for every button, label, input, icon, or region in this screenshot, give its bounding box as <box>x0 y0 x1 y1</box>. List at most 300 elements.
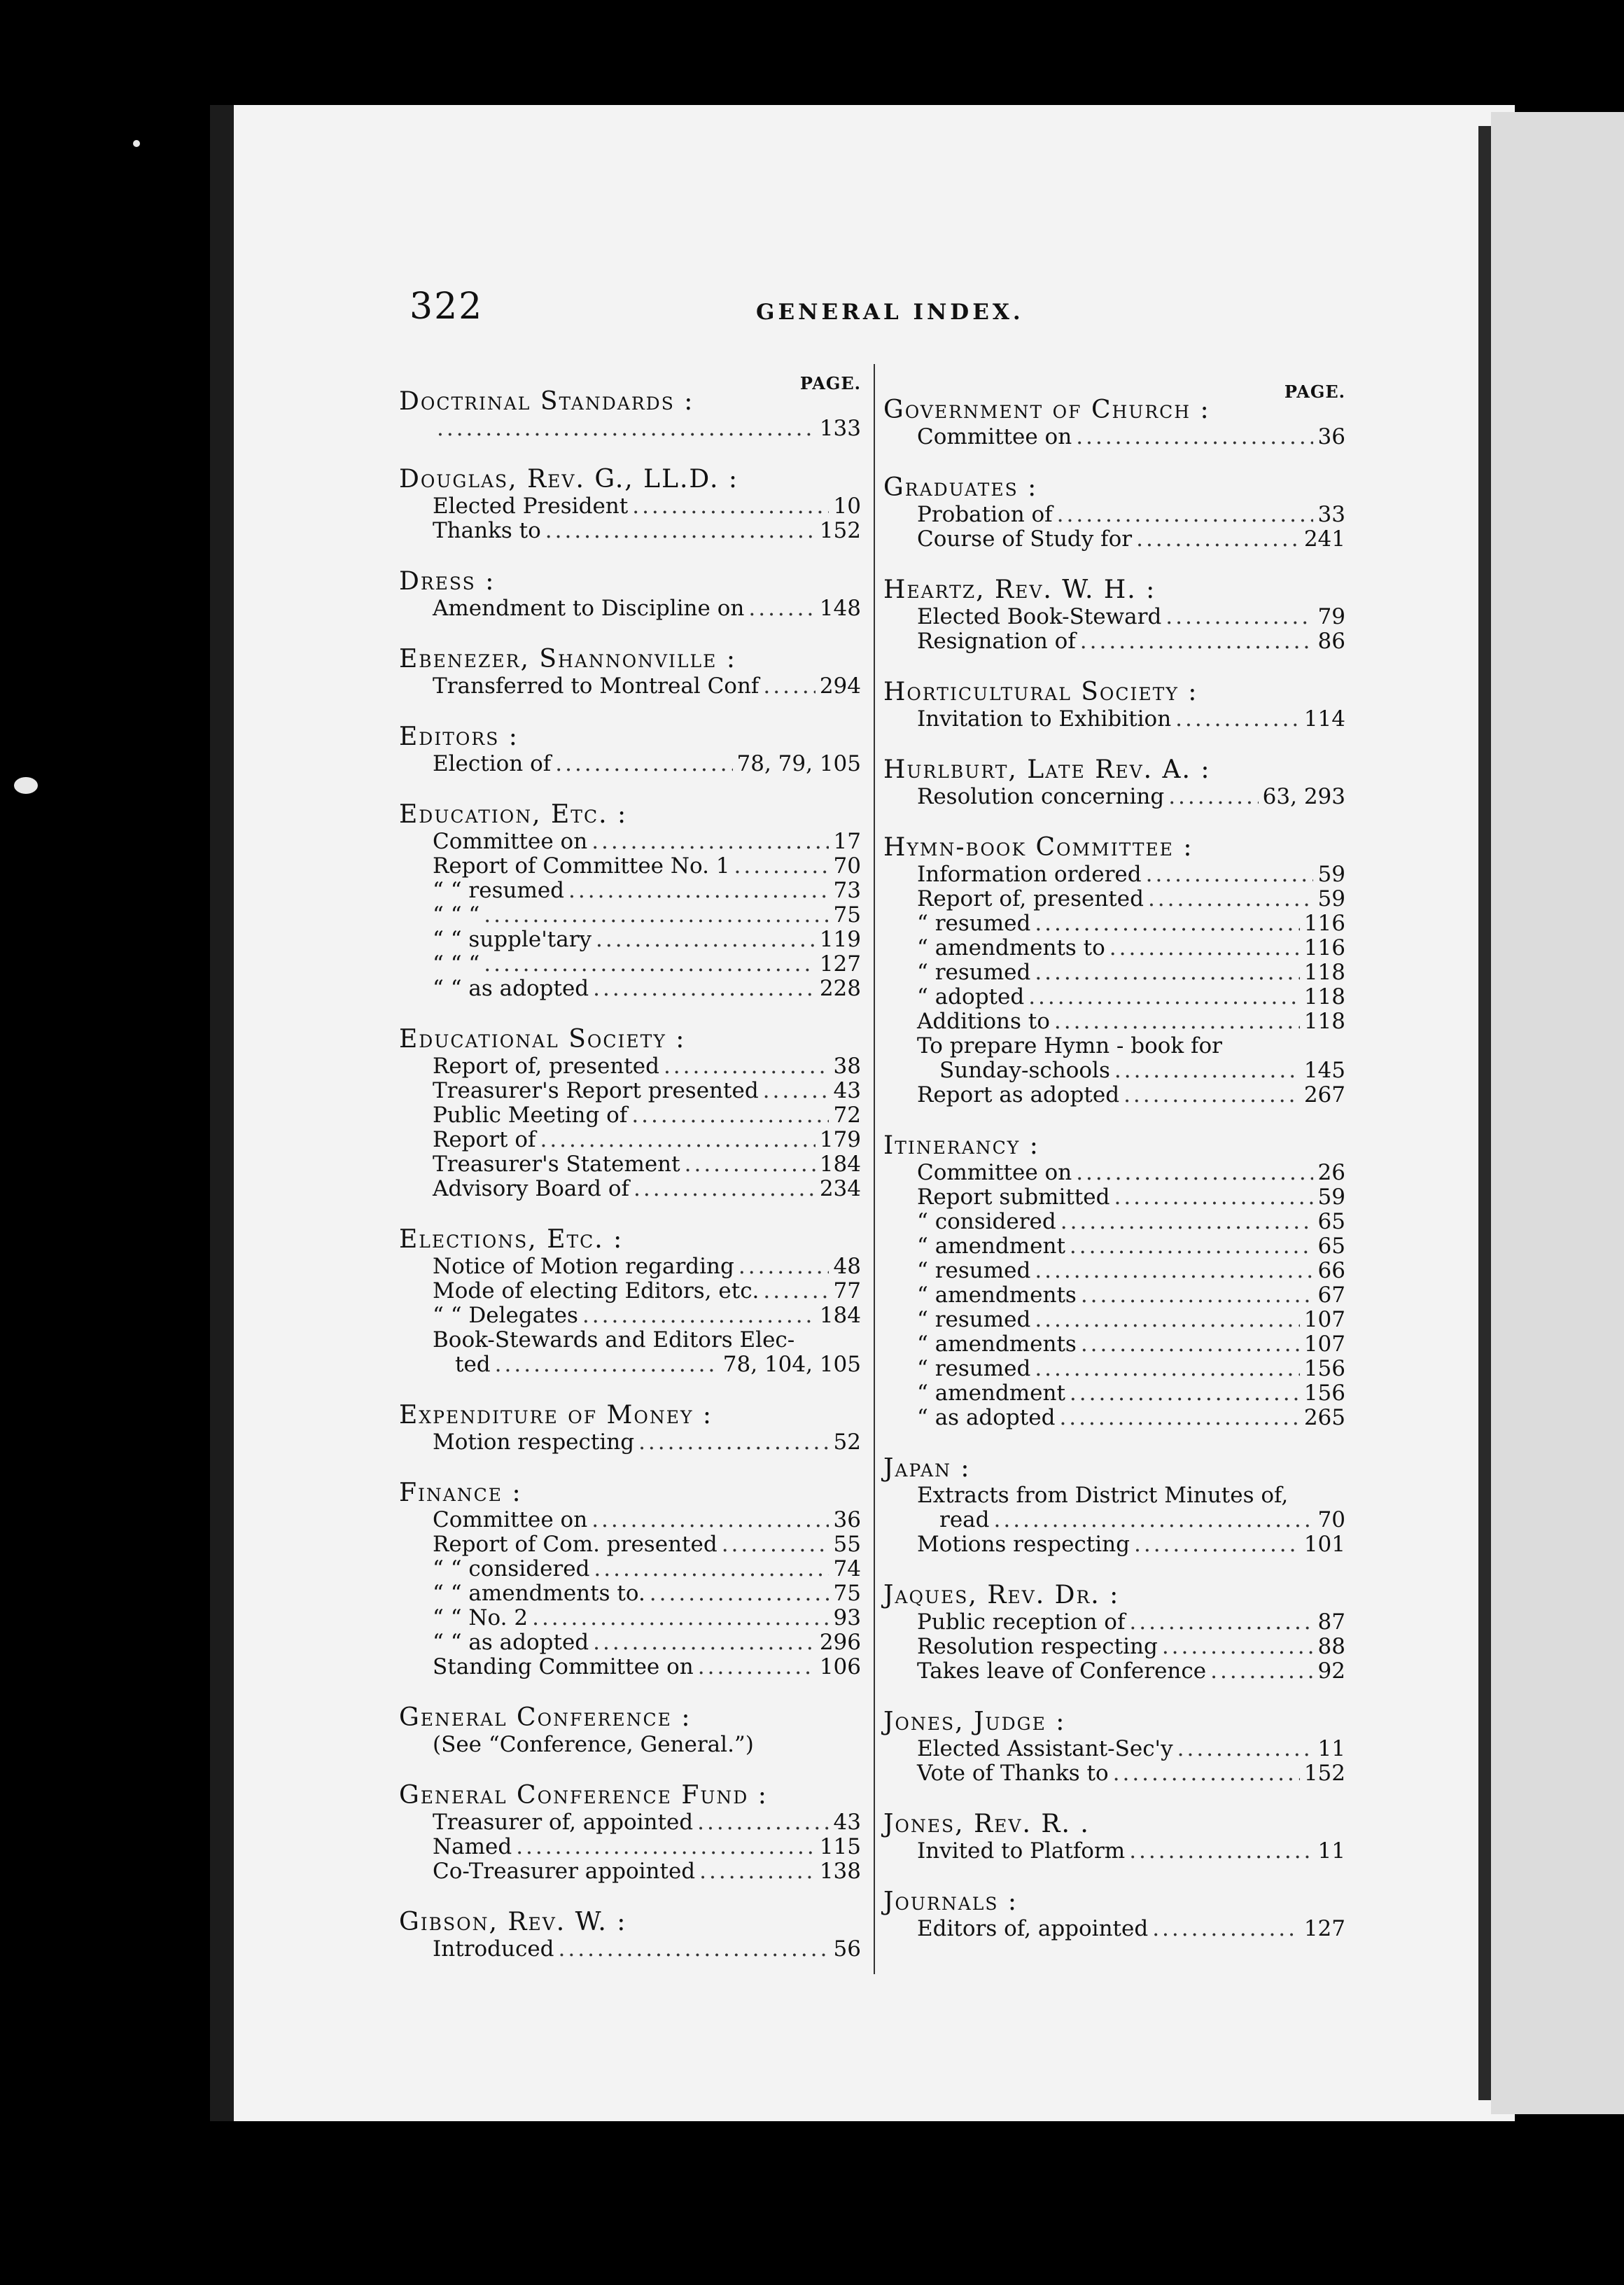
subentry-label: Committee on <box>433 829 588 854</box>
dot-leader <box>592 830 829 854</box>
page-reference: 184 <box>819 1152 861 1177</box>
page-reference: 93 <box>833 1605 861 1630</box>
film-speck <box>14 777 38 794</box>
facing-page-edge <box>1491 112 1624 2114</box>
index-subentry <box>883 1308 1345 1332</box>
page-reference: 116 <box>1303 911 1345 936</box>
dot-leader <box>532 1606 829 1630</box>
page-reference: 55 <box>833 1532 861 1557</box>
subentry-label: “ as adopted <box>917 1405 1056 1430</box>
index-entry <box>399 1225 861 1377</box>
dot-leader <box>559 1937 829 1962</box>
entry-heading: General Conference Fund : <box>399 1781 768 1810</box>
subentry-label: “ resumed <box>917 1258 1031 1283</box>
page-reference: 156 <box>1303 1356 1345 1381</box>
page-reference: 65 <box>1317 1234 1345 1259</box>
page-reference: 63, 293 <box>1262 784 1345 809</box>
dot-leader <box>1136 527 1300 552</box>
dot-leader <box>1113 1761 1300 1786</box>
index-entry <box>399 1908 861 1962</box>
subentry-label: Book-Stewards and Editors Elec- <box>433 1327 795 1353</box>
running-head: GENERAL INDEX. <box>756 300 1024 325</box>
subentry-label: “ “ “ <box>433 902 480 928</box>
index-entry <box>883 1707 1345 1786</box>
page-reference: 59 <box>1317 862 1345 887</box>
dot-leader <box>1129 1839 1313 1864</box>
index-subentry <box>399 1557 861 1581</box>
page-reference: 11 <box>1317 1838 1345 1864</box>
page-reference: 67 <box>1317 1283 1345 1308</box>
index-subentry <box>883 1259 1345 1283</box>
index-subentry <box>883 629 1345 654</box>
index-subentry <box>883 985 1345 1009</box>
entry-heading: Doctrinal Standards : <box>399 387 694 416</box>
index-subentry <box>883 1508 1345 1532</box>
subentry-label: Report of Com. presented <box>433 1532 718 1557</box>
page-reference: 118 <box>1303 960 1345 985</box>
page-reference: 127 <box>1303 1916 1345 1941</box>
page-reference: 184 <box>819 1303 861 1328</box>
index-subentry <box>399 1279 861 1304</box>
index-subentry <box>883 1161 1345 1185</box>
subentry-label: “ “ supple'tary <box>433 927 592 952</box>
index-entry <box>399 465 861 543</box>
index-subentry <box>883 1659 1345 1684</box>
subentry-label: To prepare Hymn - book for <box>917 1033 1222 1058</box>
dot-leader <box>1134 1532 1300 1557</box>
dot-leader <box>1148 887 1313 911</box>
index-subentry <box>399 1532 861 1557</box>
index-subentry <box>883 1283 1345 1308</box>
page-reference: 234 <box>819 1176 861 1201</box>
dot-leader <box>568 879 829 903</box>
index-entry <box>399 567 861 621</box>
index-subentry <box>883 707 1345 732</box>
index-subentry <box>399 1508 861 1532</box>
index-subentry <box>399 928 861 952</box>
page-reference: 75 <box>833 902 861 928</box>
index-entry <box>399 800 861 1001</box>
index-entry <box>883 1887 1345 1941</box>
entry-heading: Gibson, Rev. W. : <box>399 1908 627 1936</box>
index-subentry <box>883 1210 1345 1234</box>
subentry-label: “ adopted <box>917 984 1025 1009</box>
page-reference: 88 <box>1317 1634 1345 1659</box>
index-subentry <box>399 1937 861 1962</box>
subentry-label: ted <box>455 1352 491 1377</box>
subentry-label: “ amendments <box>917 1332 1077 1357</box>
page-reference: 70 <box>833 853 861 879</box>
page-reference: 48 <box>833 1254 861 1279</box>
page-reference: 118 <box>1303 984 1345 1009</box>
entry-heading: Education, Etc. : <box>399 800 628 829</box>
index-subentry <box>883 1058 1345 1083</box>
subentry-label: Additions to <box>917 1009 1050 1034</box>
dot-leader <box>699 1859 816 1884</box>
index-subentry <box>399 1304 861 1328</box>
index-subentry <box>883 1234 1345 1259</box>
dot-leader <box>1060 1210 1313 1234</box>
dot-leader <box>1162 1635 1313 1659</box>
subentry-label: Extracts from District Minutes of, <box>917 1483 1289 1508</box>
page-gutter-shadow <box>1478 126 1491 2100</box>
page-reference: 119 <box>819 927 861 952</box>
entry-heading: Douglas, Rev. G., LL.D. : <box>399 465 739 494</box>
page-reference: 296 <box>819 1630 861 1655</box>
subentry-label: Treasurer of, appointed <box>433 1810 694 1835</box>
subentry-label: Sunday-schools <box>939 1058 1110 1083</box>
dot-leader <box>1028 985 1300 1009</box>
index-subentry <box>399 1430 861 1455</box>
subentry-label: Elected Book-Steward <box>917 604 1162 629</box>
dot-leader <box>1129 1610 1313 1635</box>
dot-leader <box>1035 911 1300 936</box>
dot-leader <box>1035 960 1300 985</box>
index-subentry <box>399 1328 861 1353</box>
index-entry <box>883 833 1345 1107</box>
index-subentry <box>883 1034 1345 1058</box>
index-entry <box>883 575 1345 654</box>
dot-leader <box>763 1279 829 1304</box>
index-subentry <box>883 911 1345 936</box>
index-subentry <box>399 1630 861 1655</box>
dot-leader <box>748 596 815 621</box>
dot-leader <box>1076 425 1313 449</box>
subentry-label: Committee on <box>917 424 1072 449</box>
entry-heading: Horticultural Society : <box>883 678 1198 706</box>
page-reference: 116 <box>1303 935 1345 960</box>
dot-leader <box>594 1557 829 1581</box>
film-speck <box>133 140 140 147</box>
index-subentry <box>399 1079 861 1103</box>
index-column-right <box>883 379 1345 1965</box>
subentry-label: Standing Committee on <box>433 1654 694 1679</box>
subentry-label: Report of, presented <box>433 1054 659 1079</box>
index-subentry <box>883 1083 1345 1107</box>
dot-leader <box>1175 707 1300 732</box>
page-reference: 43 <box>833 1810 861 1835</box>
index-entry <box>399 1703 861 1757</box>
subentry-label: Thanks to <box>433 518 541 543</box>
subentry-label: Information ordered <box>917 862 1142 887</box>
dot-leader <box>596 928 816 952</box>
index-subentry <box>883 527 1345 552</box>
index-subentry <box>883 1635 1345 1659</box>
dot-leader <box>664 1054 829 1079</box>
subentry-label: “ amendments to <box>917 935 1105 960</box>
page-reference: 43 <box>833 1078 861 1103</box>
dot-leader <box>697 1810 829 1835</box>
page-reference: 78, 104, 105 <box>722 1352 861 1377</box>
index-entry <box>399 1025 861 1201</box>
entry-heading: Hurlburt, Late Rev. A. : <box>883 755 1211 784</box>
subentry-label: Report as adopted <box>917 1082 1120 1107</box>
dot-leader <box>994 1508 1314 1532</box>
index-entry <box>883 1454 1345 1557</box>
page-reference: 152 <box>1303 1761 1345 1786</box>
subentry-label: Report of <box>433 1127 536 1152</box>
subentry-label: Invitation to Exhibition <box>917 706 1172 732</box>
index-subentry <box>399 494 861 519</box>
subentry-label: “ amendments <box>917 1283 1077 1308</box>
subentry-label: “ resumed <box>917 911 1031 936</box>
dot-leader <box>1168 785 1258 809</box>
dot-leader <box>1114 1185 1313 1210</box>
page-reference: 106 <box>819 1654 861 1679</box>
index-subentry <box>883 1381 1345 1406</box>
subentry-label: Resolution respecting <box>917 1634 1158 1659</box>
index-subentry <box>883 1610 1345 1635</box>
subentry-label: (See “Conference, General.”) <box>433 1732 754 1757</box>
page-reference: 92 <box>1317 1658 1345 1684</box>
page-reference: 72 <box>833 1103 861 1128</box>
subentry-label: “ “ as adopted <box>433 976 589 1001</box>
subentry-label: Introduced <box>433 1936 554 1962</box>
page-reference: 133 <box>819 416 861 441</box>
subentry-label: Motions respecting <box>917 1532 1130 1557</box>
page-reference: 115 <box>819 1834 861 1859</box>
index-subentry <box>883 960 1345 985</box>
index-subentry <box>883 1357 1345 1381</box>
dot-leader <box>1070 1381 1300 1406</box>
subentry-label: “ amendment <box>917 1381 1065 1406</box>
dot-leader <box>1177 1737 1313 1761</box>
page-reference: 179 <box>819 1127 861 1152</box>
subentry-label: “ amendment <box>917 1234 1065 1259</box>
subentry-label: Motion respecting <box>433 1430 635 1455</box>
subentry-label: Probation of <box>917 502 1053 527</box>
index-entry <box>883 473 1345 552</box>
subentry-label: Committee on <box>433 1507 588 1532</box>
dot-leader <box>555 752 732 776</box>
page-reference: 118 <box>1303 1009 1345 1034</box>
entry-heading: Editors : <box>399 722 519 751</box>
page-reference: 52 <box>833 1430 861 1455</box>
page-reference: 77 <box>833 1278 861 1304</box>
dot-leader <box>631 1103 829 1128</box>
index-subentry <box>399 952 861 977</box>
dot-leader <box>1080 629 1313 654</box>
page-reference: 138 <box>819 1859 861 1884</box>
index-entry <box>883 1810 1345 1864</box>
dot-leader <box>638 1430 829 1455</box>
index-entry <box>883 678 1345 732</box>
dot-leader <box>540 1128 815 1152</box>
dot-leader <box>1210 1659 1313 1684</box>
index-entry <box>883 396 1345 449</box>
subentry-label: read <box>939 1507 990 1532</box>
entry-heading: Itinerancy : <box>883 1131 1040 1160</box>
page-reference: 78, 79, 105 <box>736 751 861 776</box>
dot-leader <box>632 494 829 519</box>
page-reference: 152 <box>819 518 861 543</box>
index-subentry <box>399 1177 861 1201</box>
index-subentry <box>399 1255 861 1279</box>
dot-leader <box>593 977 816 1001</box>
index-subentry <box>399 1353 861 1377</box>
entry-heading: Hymn-book Committee : <box>883 833 1194 862</box>
index-subentry <box>399 1103 861 1128</box>
index-subentry <box>883 1332 1345 1357</box>
page-reference: 127 <box>819 951 861 977</box>
index-subentry <box>399 1835 861 1859</box>
entry-heading: Ebenezer, Shannonville : <box>399 645 736 673</box>
dot-leader <box>734 854 829 879</box>
dot-leader <box>1081 1283 1313 1308</box>
index-subentry <box>399 1810 861 1835</box>
page-reference: 70 <box>1317 1507 1345 1532</box>
page-reference: 107 <box>1303 1332 1345 1357</box>
index-subentry <box>399 596 861 621</box>
subentry-label: Takes leave of Conference <box>917 1658 1207 1684</box>
dot-leader <box>484 903 829 928</box>
index-subentry <box>883 425 1345 449</box>
subentry-label: Resignation of <box>917 629 1076 654</box>
page-reference: 241 <box>1303 526 1345 552</box>
subentry-label: Resolution concerning <box>917 784 1165 809</box>
subentry-label: Report of, presented <box>917 886 1144 911</box>
index-entry <box>399 722 861 776</box>
dot-leader <box>1114 1058 1300 1083</box>
index-entry <box>883 755 1345 809</box>
entry-heading: Jones, Rev. R. . <box>883 1810 1090 1838</box>
dot-leader <box>582 1304 816 1328</box>
dot-leader <box>722 1532 829 1557</box>
page-reference: 114 <box>1303 706 1345 732</box>
index-subentry <box>399 752 861 776</box>
page-reference: 73 <box>833 878 861 903</box>
page-reference: 145 <box>1303 1058 1345 1083</box>
entry-heading: Educational Society : <box>399 1025 686 1054</box>
index-subentry <box>883 1917 1345 1941</box>
subentry-label: “ resumed <box>917 960 1031 985</box>
dot-leader <box>1054 1009 1300 1034</box>
index-subentry <box>883 785 1345 809</box>
page-reference: 265 <box>1303 1405 1345 1430</box>
index-subentry <box>399 1054 861 1079</box>
index-subentry <box>399 1733 861 1757</box>
dot-leader <box>1124 1083 1300 1107</box>
dot-leader <box>592 1508 829 1532</box>
entry-heading: Dress : <box>399 567 496 596</box>
dot-leader <box>437 417 816 441</box>
page-reference: 75 <box>833 1581 861 1606</box>
page-reference: 101 <box>1303 1532 1345 1557</box>
subentry-label: Vote of Thanks to <box>917 1761 1109 1786</box>
page-reference: 86 <box>1317 629 1345 654</box>
page-number: 322 <box>410 286 484 328</box>
page-reference: 87 <box>1317 1609 1345 1635</box>
subentry-label: Mode of electing Editors, etc. <box>433 1278 760 1304</box>
subentry-label: “ “ Delegates <box>433 1303 578 1328</box>
page-reference: 59 <box>1317 886 1345 911</box>
subentry-label: “ “ resumed <box>433 878 565 903</box>
page-reference: 107 <box>1303 1307 1345 1332</box>
subentry-label: Amendment to Discipline on <box>433 596 745 621</box>
dot-leader <box>634 1177 816 1201</box>
subentry-label: Transferred to Montreal Conf <box>433 673 760 699</box>
page-reference: 66 <box>1317 1258 1345 1283</box>
dot-leader <box>516 1835 816 1859</box>
entry-heading: Heartz, Rev. W. H. : <box>883 575 1156 604</box>
entry-heading: Expenditure of Money : <box>399 1401 713 1430</box>
subentry-label: Election of <box>433 751 552 776</box>
index-subentry <box>883 503 1345 527</box>
subentry-label: “ resumed <box>917 1356 1031 1381</box>
entry-heading: Elections, Etc. : <box>399 1225 624 1254</box>
column-divider <box>874 364 875 1974</box>
page-reference: 11 <box>1317 1736 1345 1761</box>
index-subentry <box>883 1532 1345 1557</box>
dot-leader <box>1076 1161 1313 1185</box>
subentry-label: Advisory Board of <box>433 1176 629 1201</box>
page-reference: 59 <box>1317 1185 1345 1210</box>
index-entry <box>399 387 861 441</box>
index-entry <box>883 1581 1345 1684</box>
page-reference: 74 <box>833 1556 861 1581</box>
index-entry <box>883 1131 1345 1430</box>
page-reference: 267 <box>1303 1082 1345 1107</box>
subentry-label: Elected President <box>433 494 629 519</box>
dot-leader <box>685 1152 816 1177</box>
subentry-label: Public reception of <box>917 1609 1126 1635</box>
page-reference: 10 <box>833 494 861 519</box>
page-reference: 36 <box>833 1507 861 1532</box>
page-reference: 148 <box>819 596 861 621</box>
page-reference: 38 <box>833 1054 861 1079</box>
subentry-label: Report of Committee No. 1 <box>433 853 730 879</box>
page-reference: 294 <box>819 673 861 699</box>
index-subentry <box>883 936 1345 960</box>
index-subentry <box>883 1839 1345 1864</box>
dot-leader <box>1035 1308 1300 1332</box>
dot-leader <box>1166 605 1313 629</box>
dot-leader <box>1035 1259 1313 1283</box>
index-subentry <box>883 605 1345 629</box>
index-subentry <box>399 1152 861 1177</box>
dot-leader <box>738 1255 829 1279</box>
index-subentry <box>399 1128 861 1152</box>
index-subentry <box>399 1655 861 1679</box>
subentry-label: “ “ amendments to. <box>433 1581 645 1606</box>
index-subentry <box>399 977 861 1001</box>
page-reference: 156 <box>1303 1381 1345 1406</box>
dot-leader <box>1057 503 1313 527</box>
index-subentry <box>399 830 861 854</box>
index-entry <box>399 1781 861 1884</box>
page-reference: 33 <box>1317 502 1345 527</box>
subentry-label: “ “ No. 2 <box>433 1605 528 1630</box>
page-reference: 228 <box>819 976 861 1001</box>
dot-leader <box>650 1581 829 1606</box>
subentry-label: Named <box>433 1834 512 1859</box>
index-entry <box>399 1401 861 1455</box>
entry-heading: General Conference : <box>399 1703 692 1732</box>
dot-leader <box>1035 1357 1300 1381</box>
dot-leader <box>763 674 815 699</box>
index-subentry <box>883 1009 1345 1034</box>
page-reference: 36 <box>1317 424 1345 449</box>
index-subentry <box>883 887 1345 911</box>
subentry-label: Public Meeting of <box>433 1103 628 1128</box>
page-reference: 79 <box>1317 604 1345 629</box>
subentry-label: “ “ as adopted <box>433 1630 589 1655</box>
subentry-label: “ considered <box>917 1209 1056 1234</box>
dot-leader <box>495 1353 719 1377</box>
dot-leader <box>1146 862 1313 887</box>
dot-leader <box>1152 1917 1300 1941</box>
entry-heading: Journals : <box>883 1887 1018 1916</box>
